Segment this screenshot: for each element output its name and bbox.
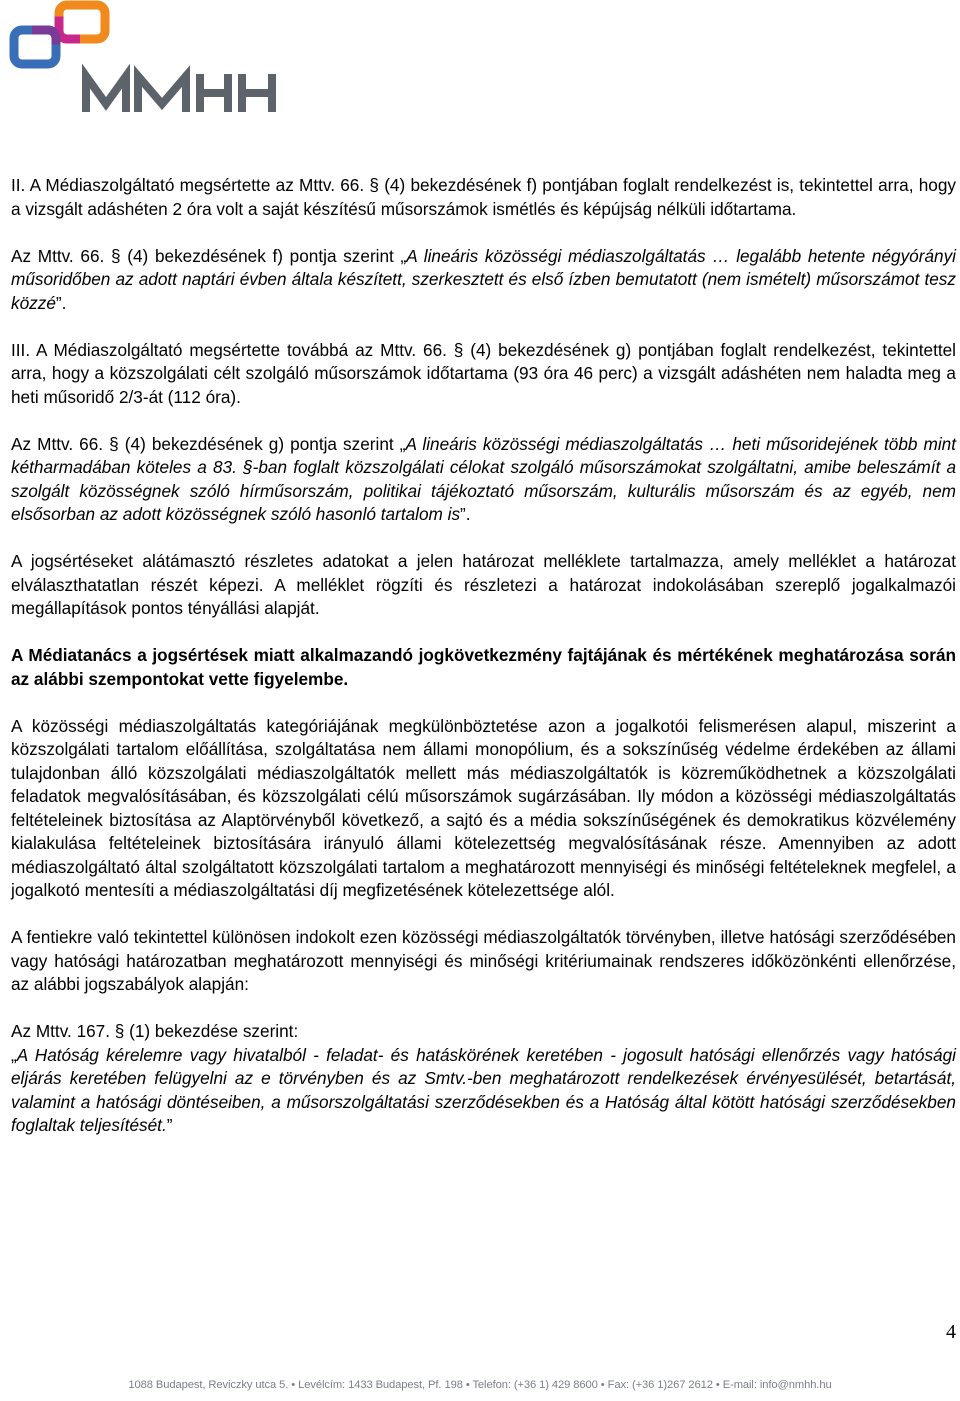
paragraph-mttv-167: Az Mttv. 167. § (1) bekezdése szerint: xyxy=(11,1021,299,1041)
paragraph-heading-consequences: A Médiatanács a jogsértések miatt alkalmazandó jogkövetkezmény fajtájának és mértékének meghatározása során az alábbi szempontokat vette figyelembe. xyxy=(11,645,956,689)
paragraph-mttv-167-quote: „A Hatóság kérelemre vagy hivatalból - feladat- és hatáskörének keretében - jogosult hatósági ellenőrzés vagy hatósági eljárás keretében felügyelni az e törvényben és az Smtv.-ben meghatározott rendelkezések érvényesülését, betartását, valamint a hatósági döntéseiben, a műsorszolgáltatási szerződésekben és a Hatóság által kötött hatósági szerződésekben foglaltak teljesítését.” xyxy=(11,1044,956,1135)
nmhh-logo xyxy=(6,0,286,120)
paragraph-mttv-66-g: Az Mttv. 66. § (4) bekezdésének g) pontja szerint „A lineáris közösségi médiaszolgáltatás … heti műsoridejének több mint kétharmadában köteles a 83. §-ban foglalt közszolgálati célokat szolgáló műsorszámokat szolgáltatni, amibe beleszámít a szolgált közösségnek szóló hírműsorszám, politikai tájékoztató műsorszám, kulturális műsorszám és az egyéb, nem elsősorban az adott közösségnek szóló hasonló tartalom is”. xyxy=(11,433,956,524)
page-number: 4 xyxy=(946,1321,956,1343)
paragraph-annex: A jogsértéseket alátámasztó részletes adatokat a jelen határozat melléklete tartalmazza, amely melléklet a határozat elválaszthatatlan részét képezi. A melléklet rögzíti és részletezi a határozat indokolásában szereplő jogalkalmazói megállapítások pontos tényállási alapját. xyxy=(11,551,956,618)
paragraph-mttv-66-f: Az Mttv. 66. § (4) bekezdésének f) pontja szerint „A lineáris közösségi médiaszolgáltatás … legalább hetente négyórányi műsoridőben az adott naptári évben általa készített, szerkesztett és első ízben bemutatott (nem ismételt) műsorszámot tesz közzé”. xyxy=(11,245,956,313)
paragraph-regular-checks: A fentiekre való tekintettel különösen indokolt ezen közösségi médiaszolgáltatók törvényben, illetve hatósági szerződésében vagy hatósági határozatban meghatározott mennyiségi és minőségi kritériumainak rendszeres időközönkénti ellenőrzése, az alábbi jogszabályok alapján: xyxy=(11,927,956,994)
document-body xyxy=(11,174,956,1161)
nmhh-logo-icon xyxy=(6,0,286,120)
footer-contact: 1088 Budapest, Reviczky utca 5. • Levélcím: 1433 Budapest, Pf. 198 • Telefon: (+36 1) 429 8600 • Fax: (+36 1)267 2612 • E-mail: info@nmhh.hu xyxy=(128,1379,832,1391)
paragraph-ii: II. A Médiaszolgáltató megsértette az Mttv. 66. § (4) bekezdésének f) pontjában foglalt rendelkezést is, tekintettel arra, hogy a vizsgált adáshéten 2 óra volt a saját készítésű műsorszámok ismétlés és képújság nélküli időtartama. xyxy=(11,175,956,219)
paragraph-community-media: A közösségi médiaszolgáltatás kategóriájának megkülönböztetése azon a jogalkotói felismerésen alapul, miszerint a közszolgálati tartalom előállítása, szolgáltatása nem állami monopólium, és a sokszínűség védelme érdekében az állami tulajdonban álló közszolgálati médiaszolgáltatók mellett más médiaszolgáltatók is közreműködhetnek a közszolgálati feladatok megvalósításában, és közszolgálati célú műsorszámok sugárzásában. Ily módon a közösségi médiaszolgáltatás feltételeinek biztosítása az Alaptörvényből következő, a sajtó és a média sokszínűségének és demokratikus közvélemény kialakulása feltételeinek biztosítására irányuló állami kötelezettség megvalósításának része. Amennyiben az adott médiaszolgáltató által szolgáltatott közszolgálati tartalom a meghatározott mennyiségi és minőségi feltételeknek megfelel, a jogalkotó mentesíti a médiaszolgáltatási díj megfizetésének kötelezettsége alól. xyxy=(11,715,956,900)
paragraph-iii: III. A Médiaszolgáltató megsértette továbbá az Mttv. 66. § (4) bekezdésének g) pontjában foglalt rendelkezést, tekintettel arra, hogy a közszolgálati célt szolgáló műsorszámok időtartama (93 óra 46 perc) a vizsgált adáshéten nem haladta meg a heti műsoridő 2/3-át (112 óra). xyxy=(11,339,956,407)
